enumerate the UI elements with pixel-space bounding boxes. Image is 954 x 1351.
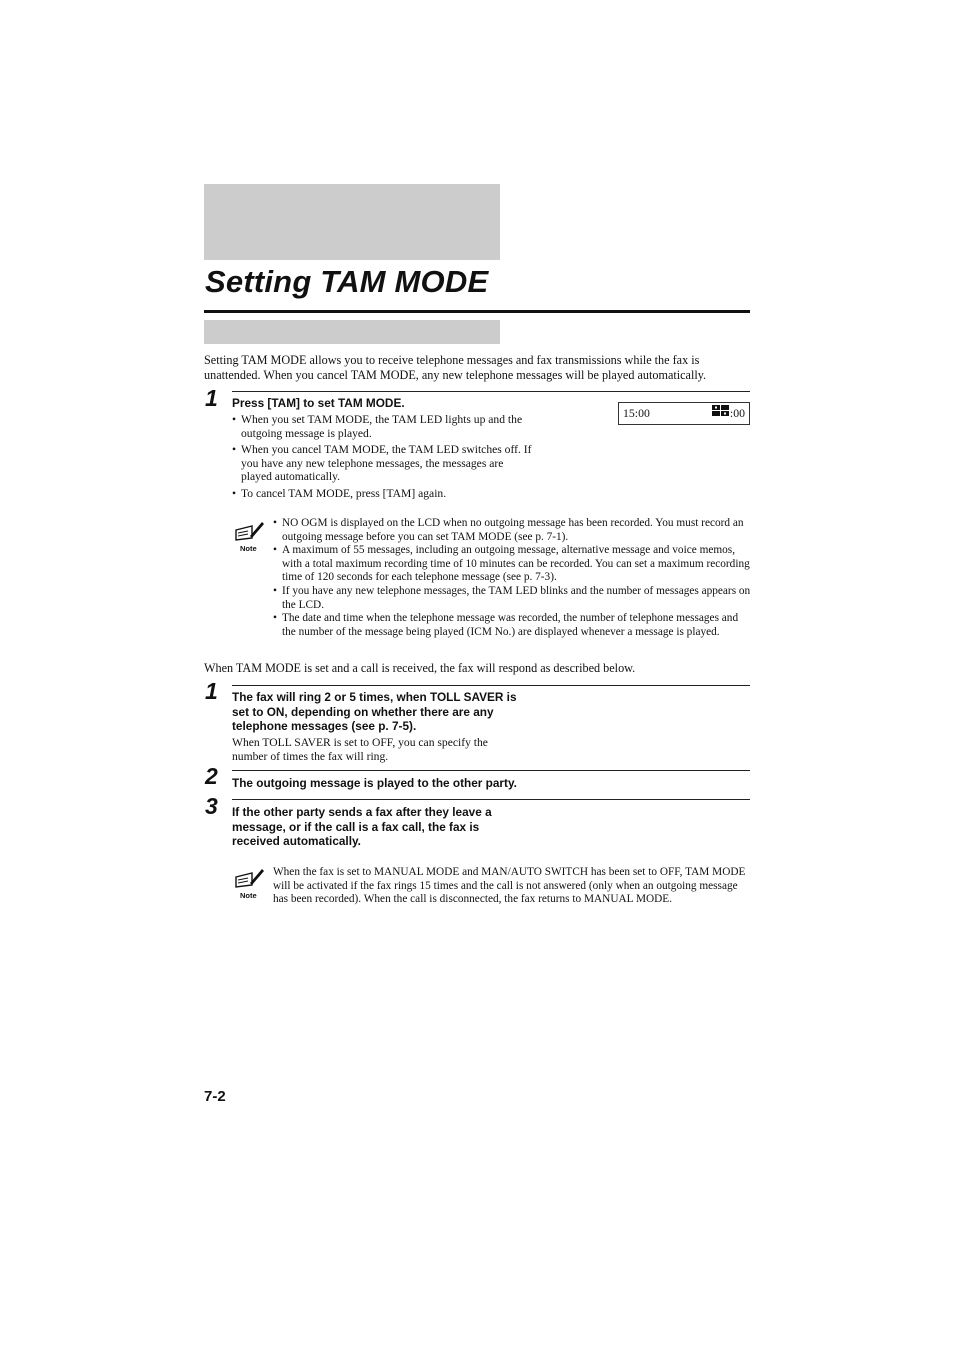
list-item: • When you set TAM MODE, the TAM LED lights up and the outgoing message is played. bbox=[232, 413, 532, 440]
step-heading: Press [TAM] to set TAM MODE. bbox=[232, 396, 405, 410]
step-heading: The outgoing message is played to the other party. bbox=[232, 776, 517, 790]
tam-indicator-icon bbox=[712, 403, 730, 423]
lcd-time-right bbox=[712, 403, 745, 423]
step-number: 1 bbox=[205, 678, 218, 704]
step-description: When TOLL SAVER is set to OFF, you can specify the number of times the fax will ring. bbox=[232, 736, 488, 763]
step-heading: The fax will ring 2 or 5 times, when TOLL SAVER is set to ON, depending on whether there are any telephone messages (see p. 7-5). bbox=[232, 690, 517, 733]
page-number: 7-2 bbox=[204, 1088, 226, 1105]
note-bullet-list bbox=[273, 517, 751, 639]
note-label: Note bbox=[240, 544, 257, 553]
note-text: When the fax is set to MANUAL MODE and MAN/AUTO SWITCH has been set to OFF, TAM MODE will be activated if the fax rings 15 times and the call is not answered (only when an outgoing message has been recorded). When the call is disconnected, the fax returns to MANUAL MODE. bbox=[273, 866, 746, 906]
note-icon bbox=[232, 867, 266, 901]
list-item: • NO OGM is displayed on the LCD when no outgoing message has been recorded. You must record an outgoing message before you can set TAM MODE (see p. 7-1). bbox=[273, 517, 751, 544]
list-item: • The date and time when the telephone message was recorded, the number of telephone messages and the number of the message being played (ICM No.) are displayed whenever a message is played. bbox=[273, 612, 751, 639]
note-label: Note bbox=[240, 891, 257, 900]
transition-paragraph: When TAM MODE is set and a call is received, the fax will respond as described below. bbox=[204, 661, 636, 675]
note-icon bbox=[232, 520, 266, 554]
list-item: • When you cancel TAM MODE, the TAM LED switches off. If you have any new telephone messages, the messages are played automatically. bbox=[232, 443, 532, 484]
header-gray-block bbox=[204, 184, 500, 260]
list-item: • If you have any new telephone messages, the TAM LED blinks and the number of messages appears on the LCD. bbox=[273, 585, 751, 612]
title-rule bbox=[204, 310, 750, 313]
step-rule bbox=[232, 391, 750, 392]
step-number: 3 bbox=[205, 793, 218, 819]
step-heading: If the other party sends a fax after they leave a message, or if the call is a fax call, the fax is received automatically. bbox=[232, 805, 492, 848]
lcd-time-right-text: :00 bbox=[729, 406, 745, 420]
lcd-time-left: 15:00 bbox=[623, 406, 650, 420]
step-rule bbox=[232, 685, 750, 686]
list-item: • To cancel TAM MODE, press [TAM] again. bbox=[232, 487, 532, 501]
step-number: 2 bbox=[205, 763, 218, 789]
step-number: 1 bbox=[205, 385, 218, 411]
intro-paragraph: Setting TAM MODE allows you to receive telephone messages and fax transmissions while the fax is unattended. When you cancel TAM MODE, any new telephone messages will be played automatically. bbox=[204, 353, 707, 382]
page-title: Setting TAM MODE bbox=[205, 264, 489, 299]
step-bullet-list bbox=[232, 413, 532, 504]
list-item: • A maximum of 55 messages, including an outgoing message, alternative message and voice memos, with a total maximum recording time of 10 minutes can be recorded. You can set a maximum recording time of 120 seconds for each telephone message (see p. 7-3). bbox=[273, 544, 751, 585]
step-rule bbox=[232, 799, 750, 800]
lcd-display bbox=[618, 402, 750, 425]
step-rule bbox=[232, 770, 750, 771]
subheader-gray-block bbox=[204, 320, 500, 344]
